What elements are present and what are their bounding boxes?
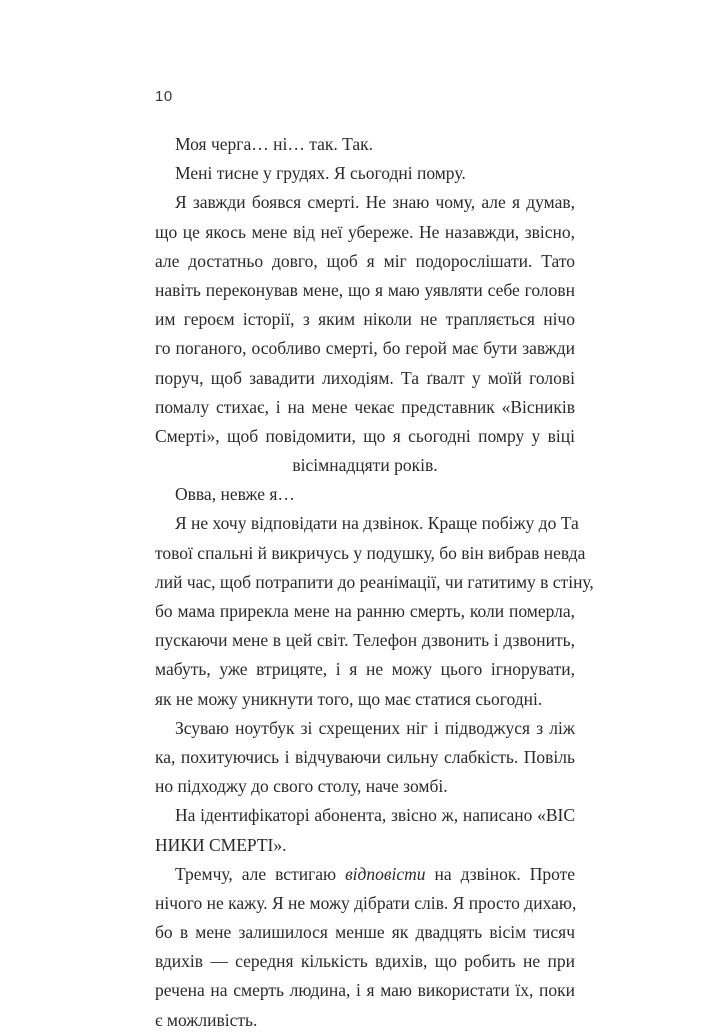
- text-line: им героєм історії, з яким ніколи не трапляється нічо: [155, 309, 575, 330]
- text-line: НИКИ СМЕРТІ».: [155, 834, 287, 855]
- text-fragment: на дзвінок. Проте: [434, 863, 576, 884]
- text-line: бо в мене залишилося менше як двадцять вісім тисяч: [155, 922, 575, 943]
- text-line: Я завжди боявся смерті. Не знаю чому, але я думав,: [175, 192, 575, 213]
- text-line: пускаючи мене в цей світ. Телефон дзвонить і дзвонить,: [155, 630, 575, 651]
- text-line: но підходжу до свого столу, наче зомбі.: [155, 776, 448, 797]
- text-line: го поганого, особливо смерті, бо герой має бути завжди: [155, 338, 575, 359]
- text-line: вісімнадцяти років.: [292, 455, 438, 476]
- text-line: як не можу уникнути того, що має статися сьогодні.: [155, 688, 543, 709]
- text-line: тової спальні й викричусь у подушку, бо він вибрав невда: [155, 542, 586, 563]
- text-line: мабуть, уже втрицяте, і я не можу цього ігнорувати,: [155, 659, 575, 680]
- text-line: Овва, невже я…: [175, 484, 295, 505]
- text-fragment: Тремчу, але встигаю: [175, 863, 337, 884]
- text-line: навіть переконував мене, що я маю уявляти себе головн: [155, 279, 575, 300]
- text-line: Смерті», щоб повідомити, що я сьогодні помру у віці: [155, 425, 575, 446]
- text-line: нічого не кажу. Я не можу дібрати слів. Я просто дихаю,: [155, 892, 577, 913]
- text-line: речена на смерть людина, і я маю використати їх, поки: [155, 980, 575, 1001]
- text-line: Моя черга… ні… так. Так.: [175, 134, 373, 154]
- text-line: Зсуваю ноутбук зі схрещених ніг і підводжуся з ліж: [175, 717, 575, 738]
- body-text: [155, 130, 594, 1035]
- text-line: [155, 860, 575, 889]
- text-line: бо мама прирекла мене на ранню смерть, коли померла,: [155, 601, 575, 621]
- text-line: Мені тисне у грудях. Я сьогодні помру.: [175, 163, 466, 184]
- text-line: помалу стихає, і на мене чекає представник «Вісників: [155, 396, 575, 417]
- text-line: Я не хочу відповідати на дзвінок. Краще побіжу до Та: [175, 513, 579, 534]
- text-line: є можливість.: [155, 1009, 258, 1030]
- text-line: лий час, щоб потрапити до реанімації, чи гатитиму в стіну,: [155, 571, 594, 592]
- italic-emphasis: відповісти: [345, 863, 426, 884]
- page-number: 10: [155, 88, 173, 105]
- text-line: На ідентифікаторі абонента, звісно ж, написано «ВІС: [175, 805, 575, 826]
- text-line: ка, похитуючись і відчуваючи сильну слабкість. Повіль: [155, 746, 575, 767]
- text-line: що це якось мене від неї убереже. Не назавжди, звісно,: [155, 221, 575, 242]
- text-line: поруч, щоб завадити лиходіям. Та ґвалт у моїй голові: [155, 367, 575, 388]
- text-line: але достатньо довго, щоб я міг подорослішати. Тато: [155, 250, 575, 271]
- text-line: вдихів — середня кількість вдихів, що робить не при: [155, 951, 575, 972]
